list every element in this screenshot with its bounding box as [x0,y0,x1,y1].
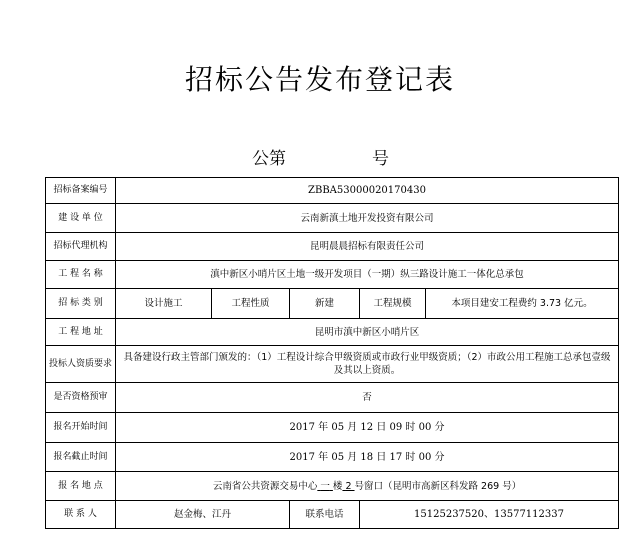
prequal-label: 是否资格预审 [46,383,116,413]
row-contact [46,501,619,529]
tender-type-value: 设计施工 [116,289,212,319]
builder-label: 建 设 单 位 [46,204,116,233]
project-location-label: 工 程 地 址 [46,319,116,346]
reg-place-suffix: 号窗口（昆明市高新区科发路 269 号） [354,480,522,492]
project-scale-value: 本项目建安工程费约 3.73 亿元。 [426,289,619,319]
contact-phone-value: 15125237520、13577112337 [360,501,619,529]
qualification-value: 具备建设行政主管部门颁发的：（1）工程设计综合甲级资质或市政行业甲级资质；（2）市政公用工程施工总承包壹级及其以上资质。 [116,346,619,383]
row-reg-end [46,443,619,472]
contact-phone-label: 联系电话 [290,501,360,529]
builder-value: 云南新滇土地开发投资有限公司 [116,204,619,233]
record-no-value: ZBBA53000020170430 [116,178,619,204]
project-nature-label: 工程性质 [212,289,290,319]
reg-place-mid: 楼 [332,480,343,492]
record-no-label: 招标备案编号 [46,178,116,204]
project-scale-label: 工程规模 [360,289,426,319]
tender-type-label: 招 标 类 别 [46,289,116,319]
agency-label: 招标代理机构 [46,233,116,261]
reg-end-label: 报名截止时间 [46,443,116,472]
row-record-no [46,178,619,204]
reg-start-label: 报名开始时间 [46,413,116,443]
registration-table [45,177,619,529]
contact-label: 联 系 人 [46,501,116,529]
project-name-value: 滇中新区小哨片区土地一级开发项目（一期）纵三路设计施工一体化总承包 [116,261,619,289]
qualification-label: 投标人资质要求 [46,346,116,383]
row-reg-start [46,413,619,443]
reg-start-value: 2017 年 05 月 12 日 09 时 00 分 [116,413,619,443]
contact-value: 赵金梅、江丹 [116,501,290,529]
reg-place-window: 2 [345,480,352,492]
reg-place-value [116,472,619,501]
prequal-value: 否 [116,383,619,413]
reg-place-building: 一 [320,480,330,492]
form-title: 招标公告发布登记表 [184,63,455,96]
reg-place-label: 报 名 地 点 [46,472,116,501]
agency-value: 昆明晨晨招标有限责任公司 [116,233,619,261]
project-nature-value: 新建 [290,289,360,319]
row-project-name [46,261,619,289]
reg-end-value: 2017 年 05 月 18 日 17 时 00 分 [116,443,619,472]
row-agency [46,233,619,261]
reg-place-prefix: 云南省公共资源交易中心 [212,480,318,492]
row-reg-place [46,472,619,501]
row-tender-type [46,289,619,319]
project-location-value: 昆明市滇中新区小哨片区 [116,319,619,346]
row-builder [46,204,619,233]
notice-number-suffix: 号 [372,149,389,169]
row-project-location [46,319,619,346]
row-qualification [46,346,619,383]
row-prequal [46,383,619,413]
notice-number-prefix: 公第 [252,149,286,169]
project-name-label: 工 程 名 称 [46,261,116,289]
